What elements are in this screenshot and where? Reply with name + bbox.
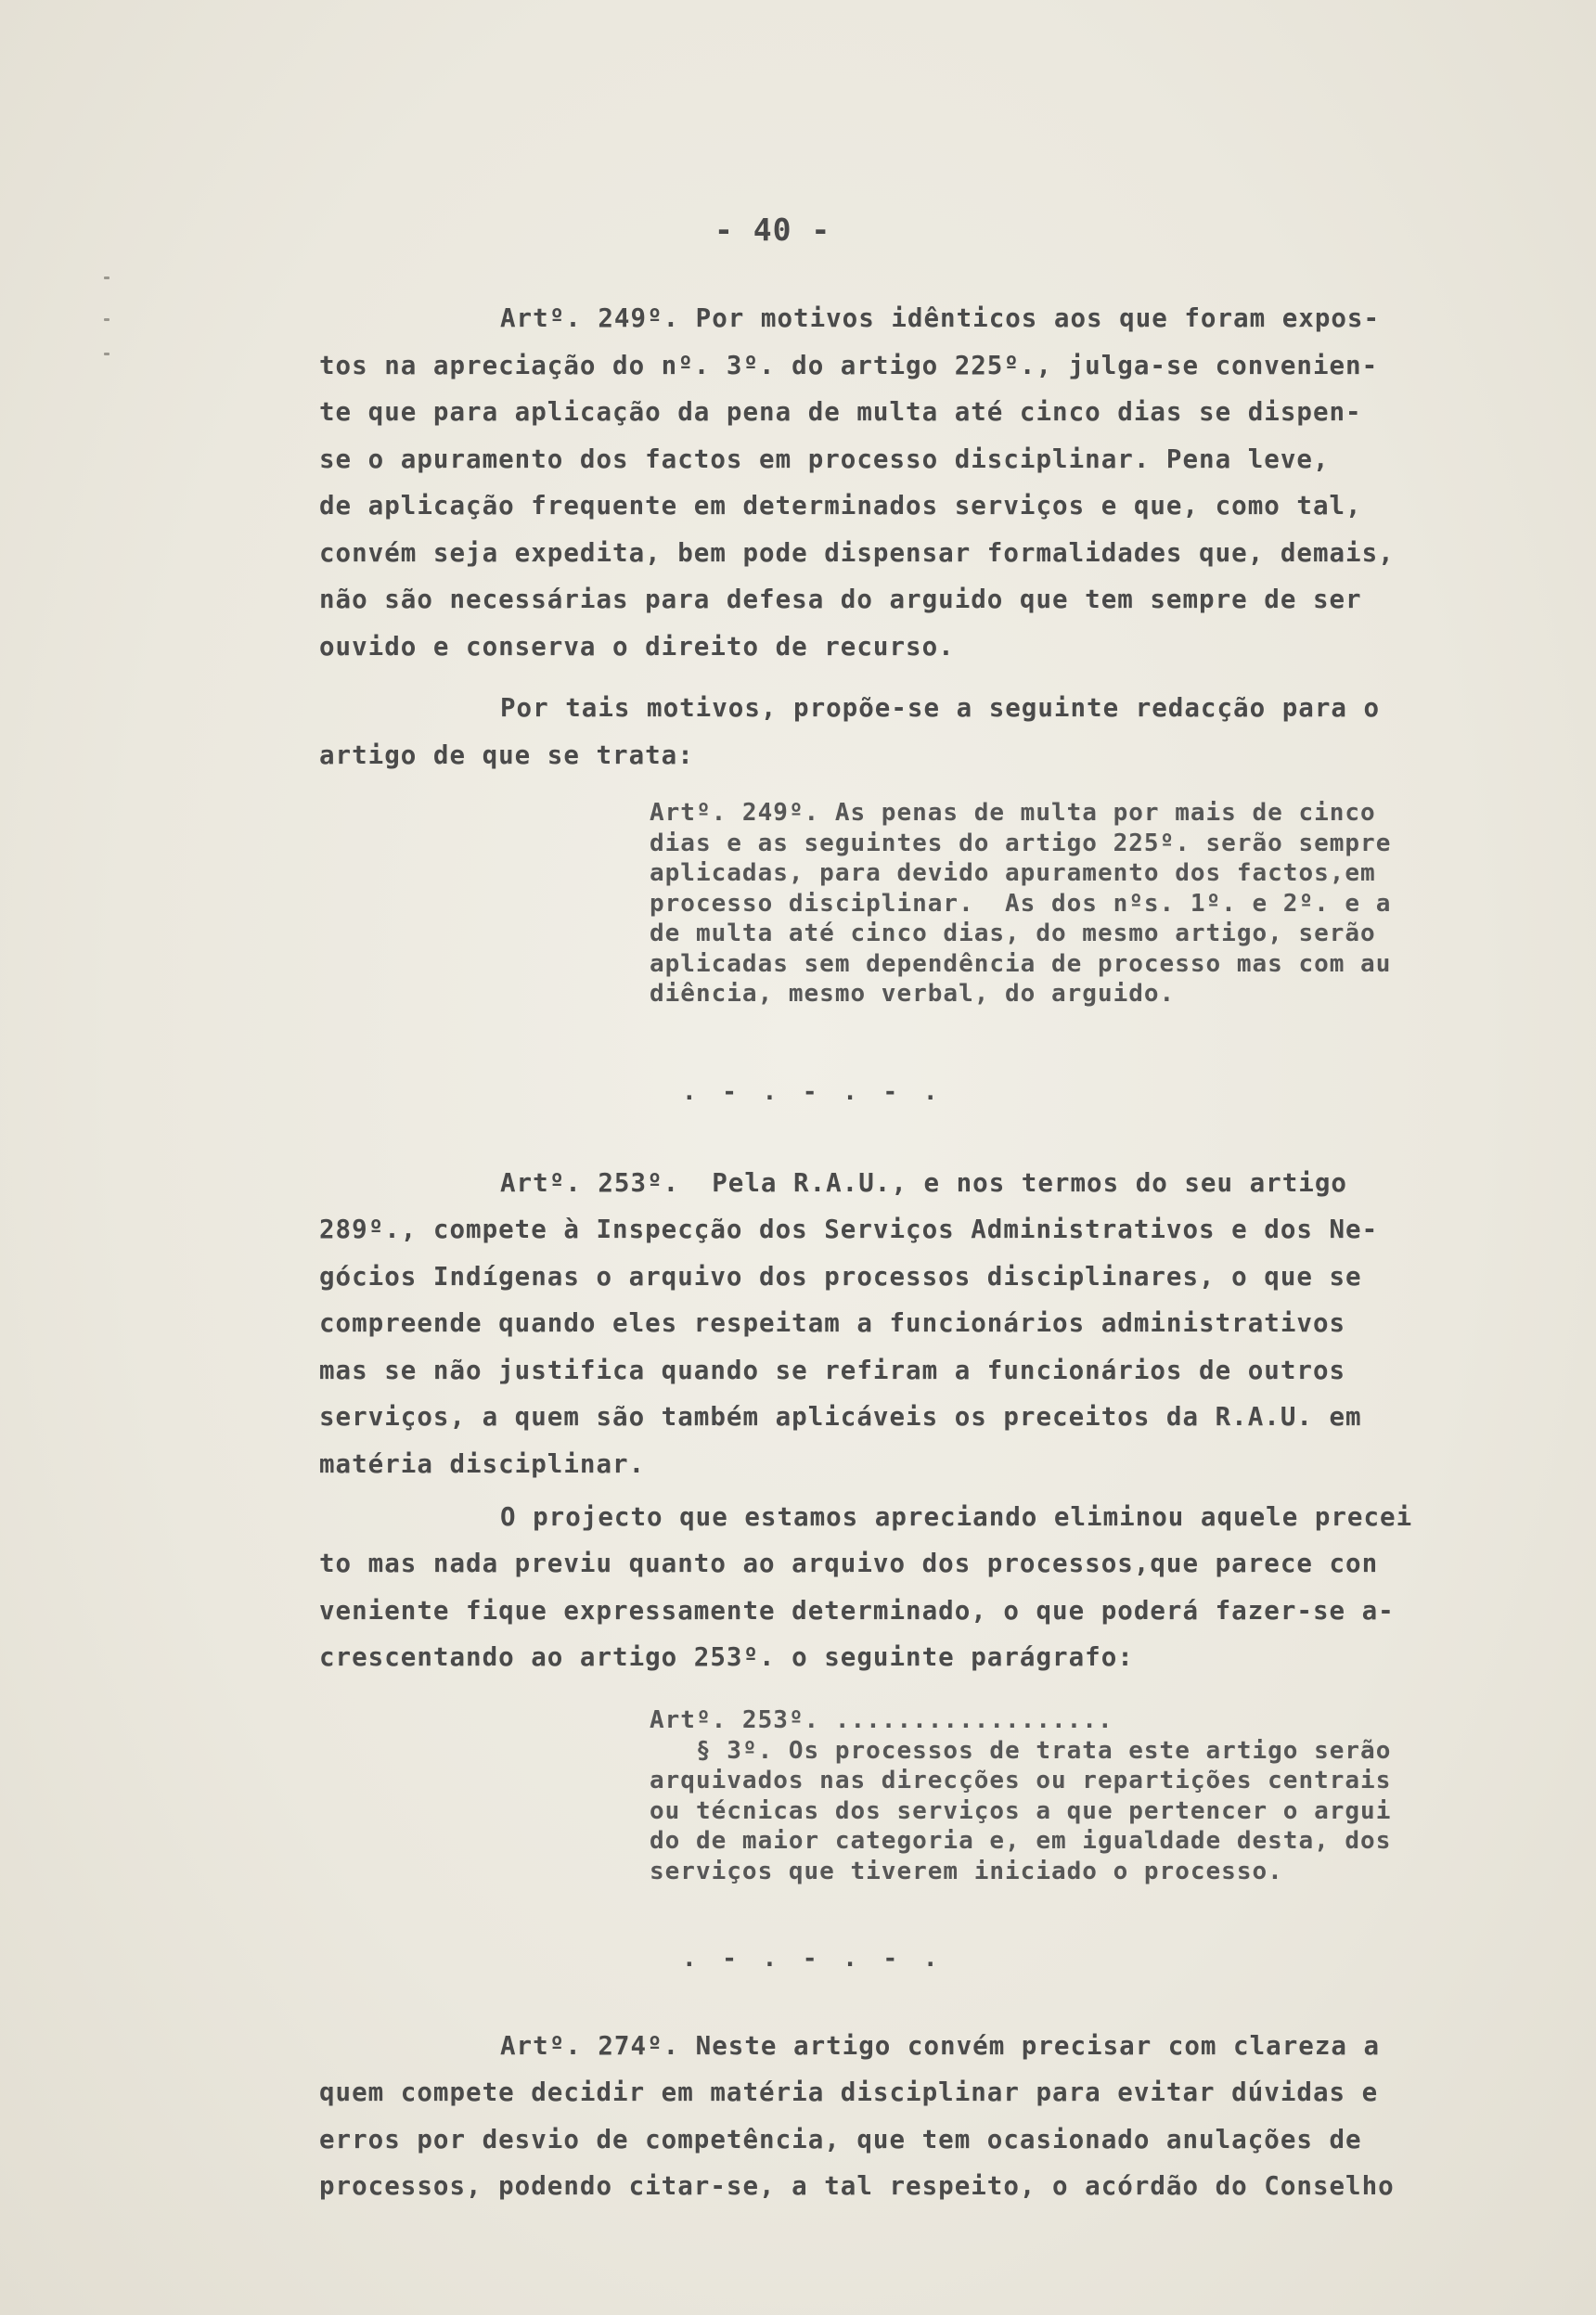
quote-line: aplicadas, para devido apuramento dos factos,em [650, 859, 1376, 887]
text-line: tos na apreciação do nº. 3º. do artigo 225º., julga-se convenien- [319, 350, 1379, 380]
text-line: 289º., compete à Inspecção dos Serviços Administrativos e dos Ne- [319, 1215, 1379, 1244]
binding-mark [104, 277, 109, 279]
text-line: crescentando ao artigo 253º. o seguinte parágrafo: [319, 1642, 1134, 1672]
binding-mark [104, 318, 109, 321]
text-line: processos, podendo citar-se, a tal respeito, o acórdão do Conselho [319, 2171, 1395, 2201]
text-line: compreende quando eles respeitam a funcionários administrativos [319, 1308, 1346, 1338]
text-line: mas se não justifica quando se refiram a funcionários de outros [319, 1355, 1346, 1385]
text-line: to mas nada previu quanto ao arquivo dos processos,que parece con [319, 1549, 1379, 1578]
proposal-intro-paragraph [319, 685, 1544, 778]
project-paragraph-first [319, 1494, 1544, 1541]
quote-line: § 3º. Os processos de trata este artigo serão [650, 1736, 1392, 1765]
text-line: matéria disciplinar. [319, 1448, 646, 1479]
text-line: não são necessárias para defesa do arguido que tem sempre de ser [319, 585, 1362, 614]
quote-line: dias e as seguintes do artigo 225º. serão sempre [650, 829, 1392, 857]
quote-line: serviços que tiverem iniciado o processo. [650, 1857, 1283, 1885]
text-line: Artº. 253º. Pela R.A.U., e nos termos do seu artigo [500, 1168, 1347, 1198]
article-253-text [319, 1160, 1544, 1207]
page-number: - 40 - [714, 212, 831, 248]
section-separator: . - . - . - . [682, 1945, 944, 1973]
text-line: serviços, a quem são também aplicáveis os preceitos da R.A.U. em [319, 1402, 1362, 1432]
text-line: de aplicação frequente em determinados serviços e que, como tal, [319, 491, 1362, 521]
article-253-lines [319, 1206, 1544, 1487]
quote-line: Artº. 249º. As penas de multa por mais de cinco [650, 799, 1376, 827]
section-separator: . - . - . - . [682, 1078, 944, 1106]
quote-line: diência, mesmo verbal, do arguido. [650, 980, 1176, 1008]
text-line: se o apuramento dos factos em processo disciplinar. Pena leve, [319, 444, 1330, 474]
project-paragraph [319, 1540, 1544, 1681]
quote-line: arquivados nas direcções ou repartições centrais [650, 1767, 1392, 1794]
article-249-paragraph [319, 295, 1544, 670]
quote-line: ou técnicas dos serviços a que pertencer o argui [650, 1796, 1392, 1825]
text-line: convém seja expedita, bem pode dispensar formalidades que, demais, [319, 537, 1395, 568]
text-line: Artº. 249º. Por motivos idênticos aos que foram expos- [500, 303, 1381, 333]
text-line: ouvido e conserva o direito de recurso. [319, 631, 955, 662]
quote-line: Artº. 253º. .................. [650, 1706, 1113, 1734]
text-line: quem compete decidir em matéria disciplinar para evitar dúvidas e [319, 2077, 1379, 2107]
text-line: O projecto que estamos apreciando eliminou aquele precei [500, 1502, 1413, 1532]
text-line: Por tais motivos, propõe-se a seguinte redacção para o [500, 693, 1381, 723]
quote-line: de multa até cinco dias, do mesmo artigo, serão [650, 920, 1376, 947]
quote-line: aplicadas sem dependência de processo mas com au [650, 949, 1392, 978]
text-line: erros por desvio de competência, que tem ocasionado anulações de [319, 2124, 1362, 2154]
text-line: gócios Indígenas o arquivo dos processos disciplinares, o que se [319, 1261, 1362, 1292]
article-274-paragraph [319, 2069, 1544, 2210]
text-line: veniente fique expressamente determinado, o que poderá fazer-se a- [319, 1595, 1395, 1626]
quote-line: processo disciplinar. As dos nºs. 1º. e 2º. e a [650, 889, 1392, 918]
article-274-first-line [319, 2023, 1544, 2070]
proposed-paragraph-quote [650, 1705, 1540, 1886]
binding-mark [104, 353, 109, 355]
proposed-article-249-quote [650, 798, 1540, 1010]
text-line: te que para aplicação da pena de multa até cinco dias se dispen- [319, 397, 1362, 427]
text-line: Artº. 274º. Neste artigo convém precisar com clareza a [500, 2031, 1381, 2061]
text-line: artigo de que se trata: [319, 740, 694, 770]
quote-line: do de maior categoria e, em igualdade desta, dos [650, 1827, 1392, 1855]
